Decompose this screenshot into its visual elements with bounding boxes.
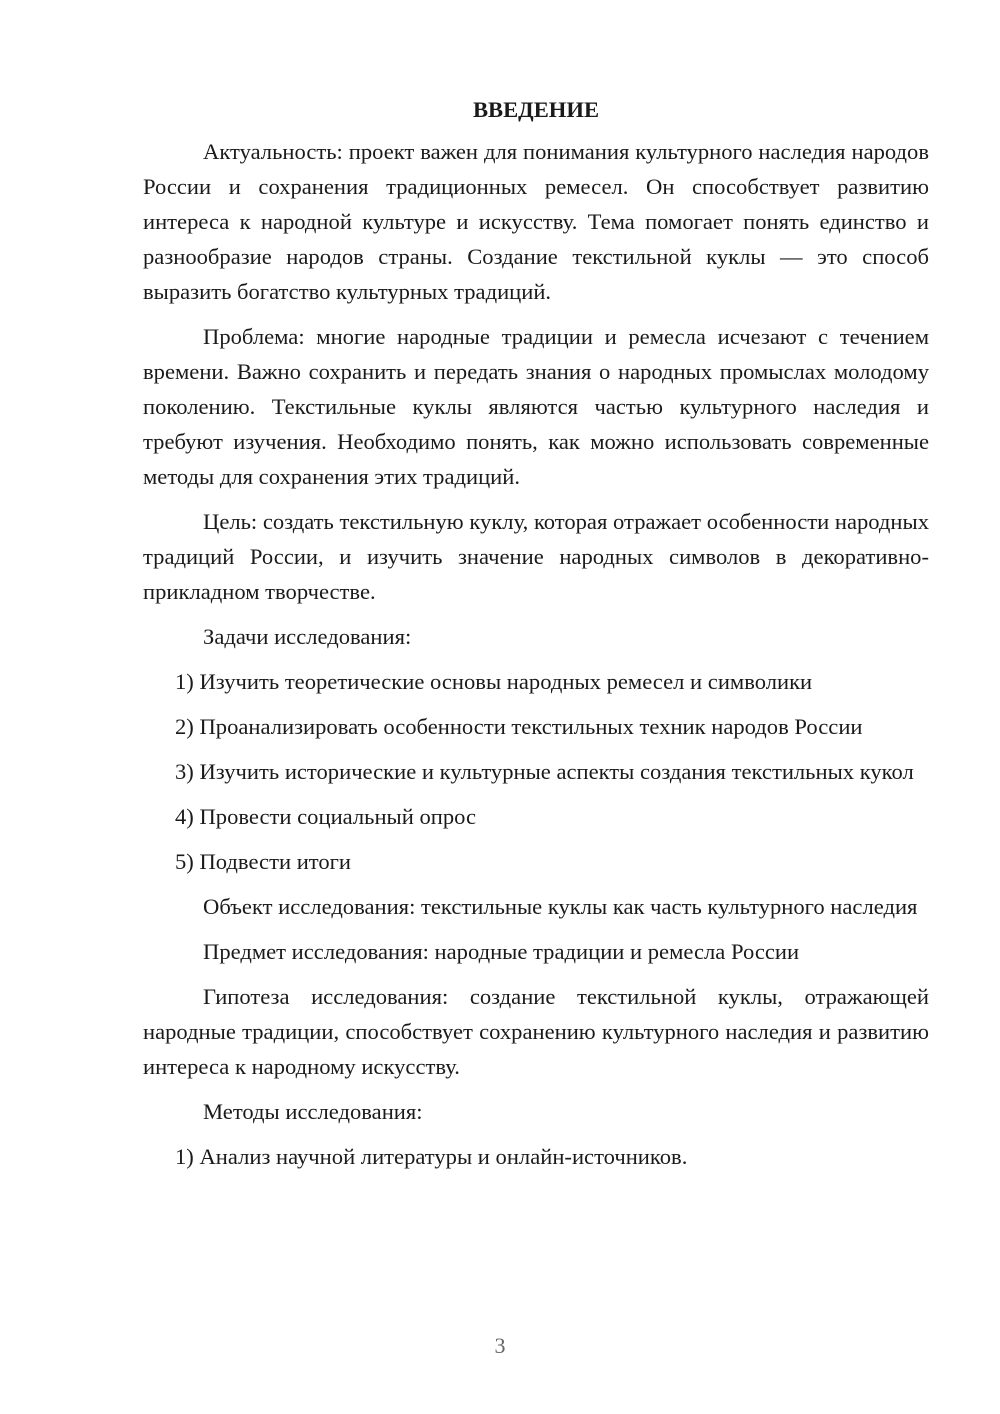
subject-paragraph: Предмет исследования: народные традиции и ремесла России: [203, 939, 800, 964]
task-item-2: 2) Проанализировать особенности текстильных техник народов России: [175, 714, 863, 739]
tasks-heading: Задачи исследования:: [203, 624, 412, 649]
goal-paragraph: Цель: создать текстильную куклу, которая отражает особенности народных традиций России, и изучить значение народных символов в декоративно-прикладном творчестве.: [143, 509, 929, 604]
method-item-1: 1) Анализ научной литературы и онлайн-источников.: [175, 1144, 688, 1169]
object-paragraph: Объект исследования: текстильные куклы как часть культурного наследия: [203, 894, 918, 919]
page-number: 3: [494, 1333, 506, 1358]
task-item-3: 3) Изучить исторические и культурные аспекты создания текстильных кукол: [175, 759, 914, 784]
methods-heading: Методы исследования:: [203, 1099, 423, 1124]
task-item-1: 1) Изучить теоретические основы народных ремесел и символики: [175, 669, 813, 694]
task-item-5: 5) Подвести итоги: [175, 849, 352, 874]
task-item-4: 4) Провести социальный опрос: [175, 804, 477, 829]
page-title: ВВЕДЕНИЕ: [472, 97, 600, 122]
relevance-paragraph: Актуальность: проект важен для понимания культурного наследия народов России и сохранения традиционных ремесел. Он способствует развитию интереса к народной культуре и искусству. Тема помогает понять единство и разнообразие народов страны. Создание текстильной куклы — это способ выразить богатство культурных традиций.: [143, 139, 929, 304]
page-content: [143, 95, 929, 1184]
problem-paragraph: Проблема: многие народные традиции и ремесла исчезают с течением времени. Важно сохранить и передать знания о народных промыслах молодому поколению. Текстильные куклы являются частью культурного наследия и требуют изучения. Необходимо понять, как можно использовать современные методы для сохранения этих традиций.: [143, 324, 929, 489]
hypothesis-paragraph: Гипотеза исследования: создание текстильной куклы, отражающей народные традиции, способствует сохранению культурного наследия и развитию интереса к народному искусству.: [143, 984, 929, 1079]
